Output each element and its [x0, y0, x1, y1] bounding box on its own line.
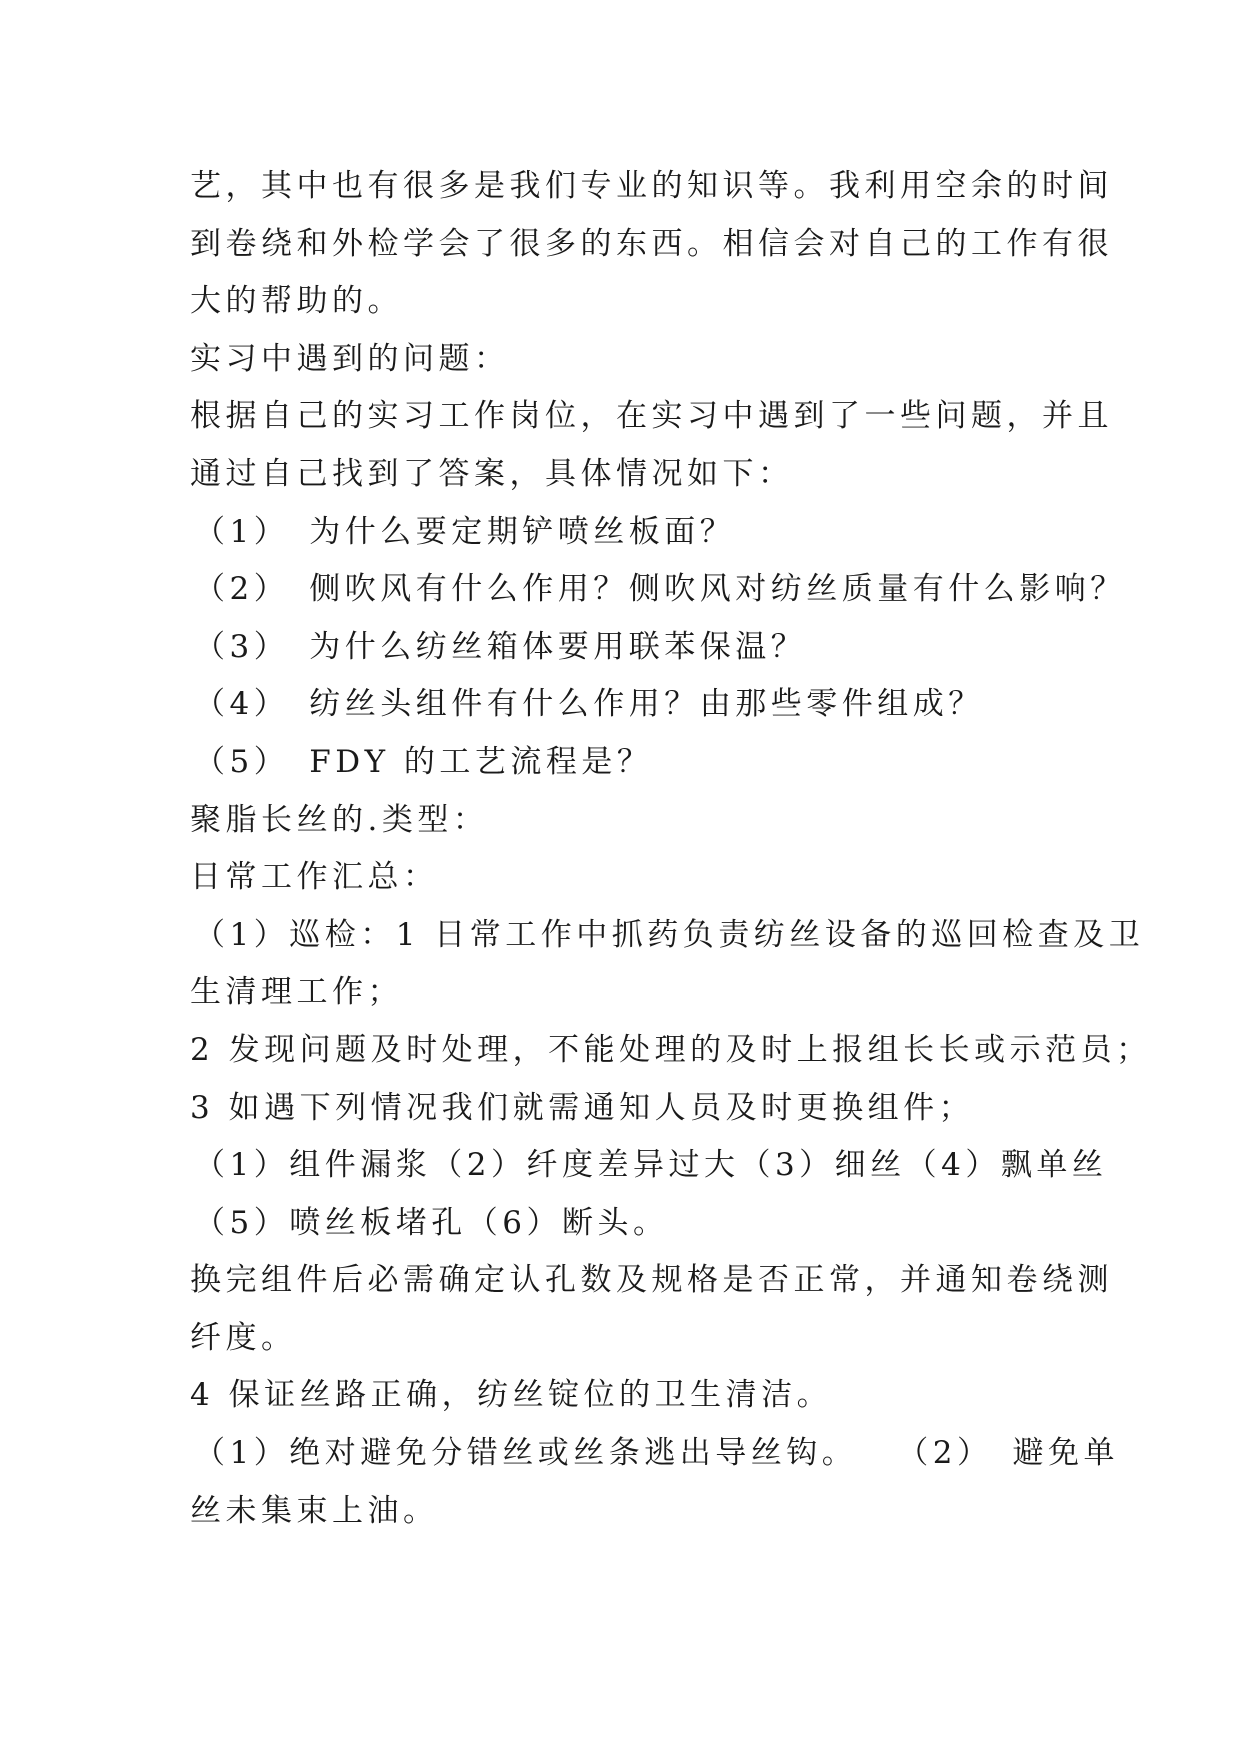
question-item: （1） 为什么要定期铲喷丝板面？: [194, 513, 736, 550]
question-item: （3） 为什么纺丝箱体要用联苯保温？: [194, 628, 807, 665]
section-heading: 实习中遇到的问题：: [190, 340, 510, 377]
text-line: 艺，其中也有很多是我们专业的知识等。我利用空余的时间: [190, 168, 1113, 204]
document-body: [190, 158, 1152, 1540]
text-line: （1）组件漏浆（2）纤度差异过大（3）细丝（4）飘单丝: [194, 1147, 1108, 1184]
text-line: 丝未集束上油。: [190, 1492, 439, 1529]
text-line: （1）巡检：1 日常工作中抓药负责纺丝设备的巡回检查及卫: [194, 916, 1145, 953]
text-line: 3 如遇下列情况我们就需通知人员及时更换组件；: [190, 1089, 975, 1126]
question-item: （4） 纺丝头组件有什么作用？由那些零件组成？: [194, 686, 984, 723]
text-line: 4 保证丝路正确，纺丝锭位的卫生清洁。: [190, 1377, 833, 1414]
question-item: （5） FDY 的工艺流程是？: [194, 743, 653, 780]
text-line: 纤度。: [190, 1319, 297, 1356]
question-item: （2） 侧吹风有什么作用？侧吹风对纺丝质量有什么影响？: [194, 571, 1126, 608]
text-line: （1）绝对避免分错丝或丝条逃出导丝钩。 （2） 避免单: [194, 1435, 1119, 1472]
text-line: 根据自己的实习工作岗位，在实习中遇到了一些问题，并且: [190, 398, 1113, 435]
section-heading: 日常工作汇总：: [190, 859, 439, 896]
text-line: 换完组件后必需确定认孔数及规格是否正常，并通知卷绕测: [190, 1262, 1113, 1299]
text-line: 大的帮助的。: [190, 283, 403, 320]
text-line: 到卷绕和外检学会了很多的东西。相信会对自己的工作有很: [190, 225, 1113, 262]
text-line: 通过自己找到了答案，具体情况如下：: [190, 455, 794, 492]
section-heading: 聚脂长丝的.类型：: [190, 801, 489, 838]
text-line: 生清理工作；: [190, 974, 403, 1011]
text-line: 2 发现问题及时处理，不能处理的及时上报组长长或示范员；: [190, 1031, 1152, 1068]
text-line: （5）喷丝板堵孔（6）断头。: [194, 1204, 669, 1241]
